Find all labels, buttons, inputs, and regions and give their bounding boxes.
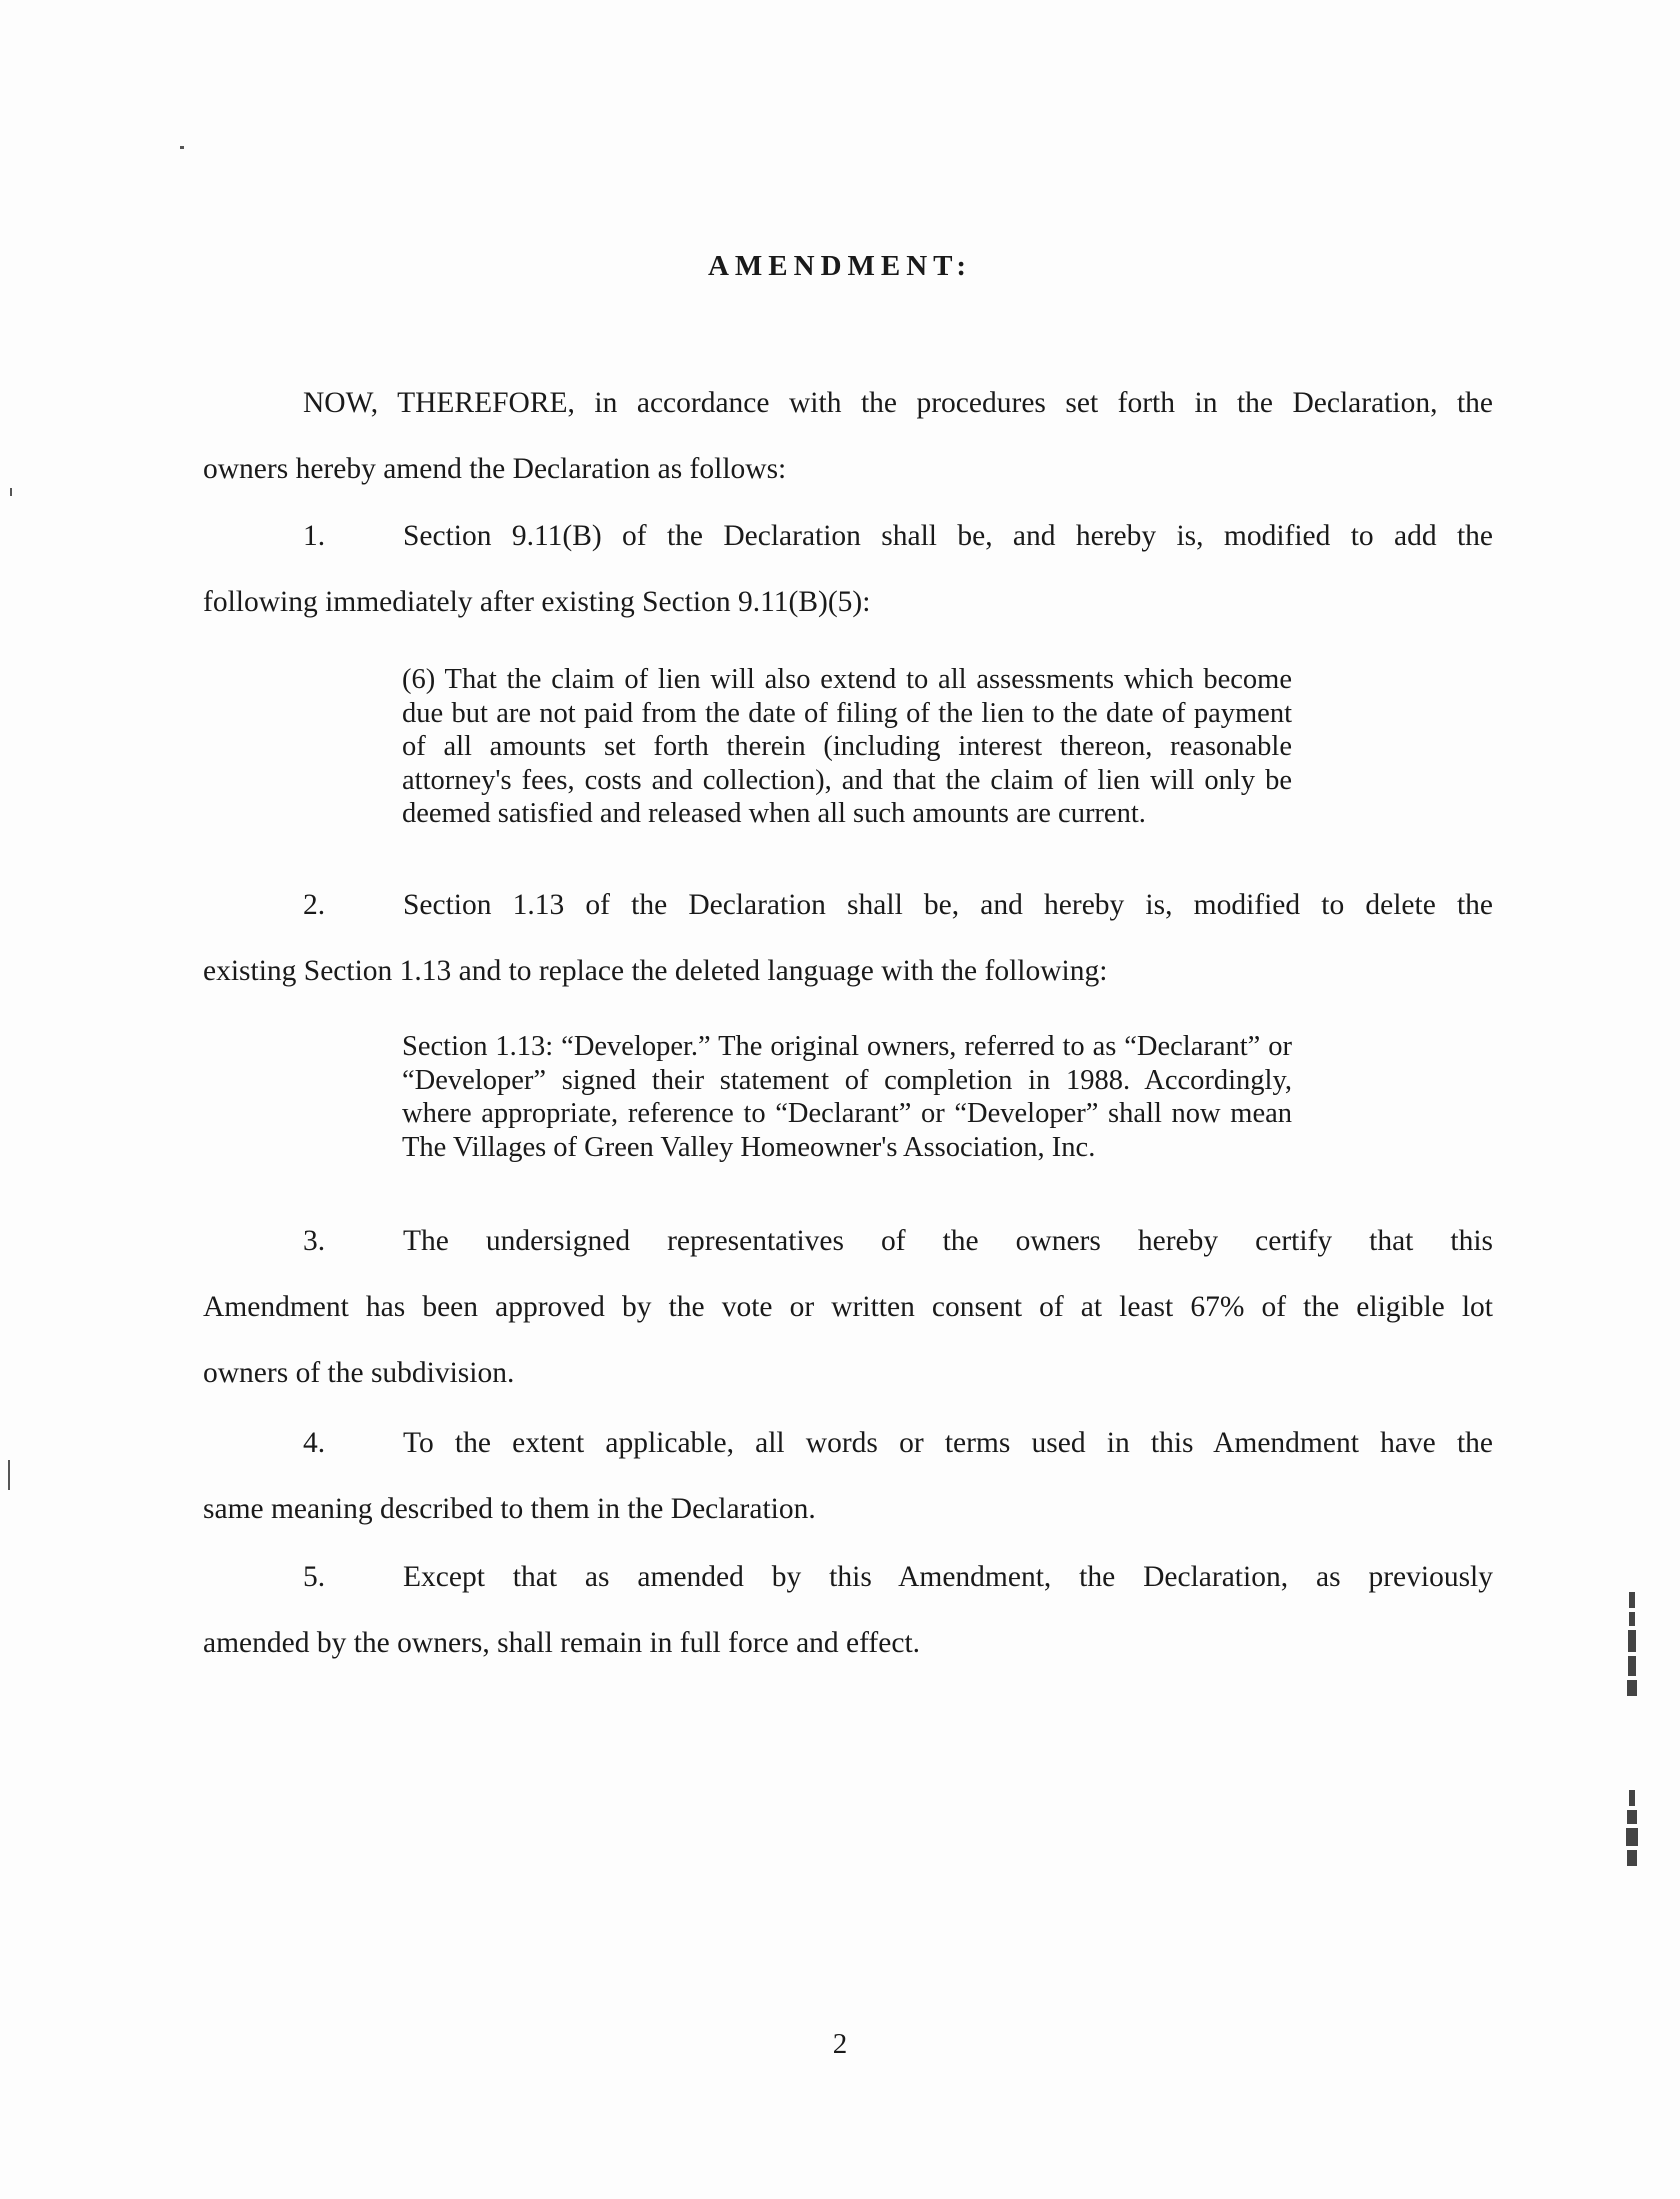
page-number: 2 bbox=[832, 2028, 848, 2060]
scan-speck bbox=[180, 146, 184, 149]
item-4 bbox=[203, 1410, 1493, 1542]
item-5 bbox=[203, 1544, 1493, 1676]
recording-stamp-lower bbox=[1617, 1790, 1647, 1866]
item-3 bbox=[203, 1208, 1493, 1406]
intro-line-1: NOW, THEREFORE, in accordance with the procedures set forth in the Declaration, the bbox=[303, 387, 1493, 419]
item-4-line-1: To the extent applicable, all words or terms used in this Amendment have the bbox=[403, 1427, 1493, 1459]
item-1 bbox=[203, 503, 1493, 635]
item-1-line-1: Section 9.11(B) of the Declaration shall be, and hereby is, modified to add the bbox=[403, 520, 1493, 552]
item-3-line-1: The undersigned representatives of the owners hereby certify that this bbox=[403, 1225, 1493, 1257]
item-2-number: 2. bbox=[303, 889, 326, 921]
intro-paragraph bbox=[203, 370, 1493, 502]
item-2-quote: Section 1.13: “Developer.” The original owners, referred to as “Declarant” or “Developer” signed their statement of completion in 1988. Accordingly, where appropriate, reference to “Declarant” or “Developer” shall now mean The Villages of Green Valley Homeowner's Association, Inc. bbox=[402, 1031, 1292, 1163]
item-5-line-1: Except that as amended by this Amendment, the Declaration, as previously bbox=[403, 1561, 1493, 1593]
item-1-number: 1. bbox=[303, 520, 326, 552]
recording-stamp bbox=[1617, 1592, 1647, 1696]
item-2 bbox=[203, 872, 1493, 1004]
item-3-line-3: owners of the subdivision. bbox=[203, 1357, 515, 1389]
item-2-line-1: Section 1.13 of the Declaration shall be, and hereby is, modified to delete the bbox=[403, 889, 1493, 921]
item-4-line-2: same meaning described to them in the Declaration. bbox=[203, 1493, 816, 1525]
document-title: AMENDMENT: bbox=[707, 250, 973, 282]
item-2-line-2: existing Section 1.13 and to replace the deleted language with the following: bbox=[203, 955, 1108, 987]
item-5-number: 5. bbox=[303, 1561, 326, 1593]
item-1-quote: (6) That the claim of lien will also extend to all assessments which become due but are not paid from the date of filing of the lien to the date of payment of all amounts set forth therein (including interest thereon, reasonable attorney's fees, costs and collection), and that the claim of lien will only be deemed satisfied and released when all such amounts are current. bbox=[402, 664, 1292, 829]
scan-speck bbox=[10, 488, 12, 496]
item-5-line-2: amended by the owners, shall remain in full force and effect. bbox=[203, 1627, 921, 1659]
item-3-number: 3. bbox=[303, 1225, 326, 1257]
intro-line-2: owners hereby amend the Declaration as follows: bbox=[203, 453, 787, 485]
item-3-line-2: Amendment has been approved by the vote or written consent of at least 67% of the eligible lot bbox=[203, 1291, 1493, 1323]
item-4-number: 4. bbox=[303, 1427, 326, 1459]
scan-speck bbox=[8, 1460, 10, 1490]
item-1-line-2: following immediately after existing Section 9.11(B)(5): bbox=[203, 586, 871, 618]
